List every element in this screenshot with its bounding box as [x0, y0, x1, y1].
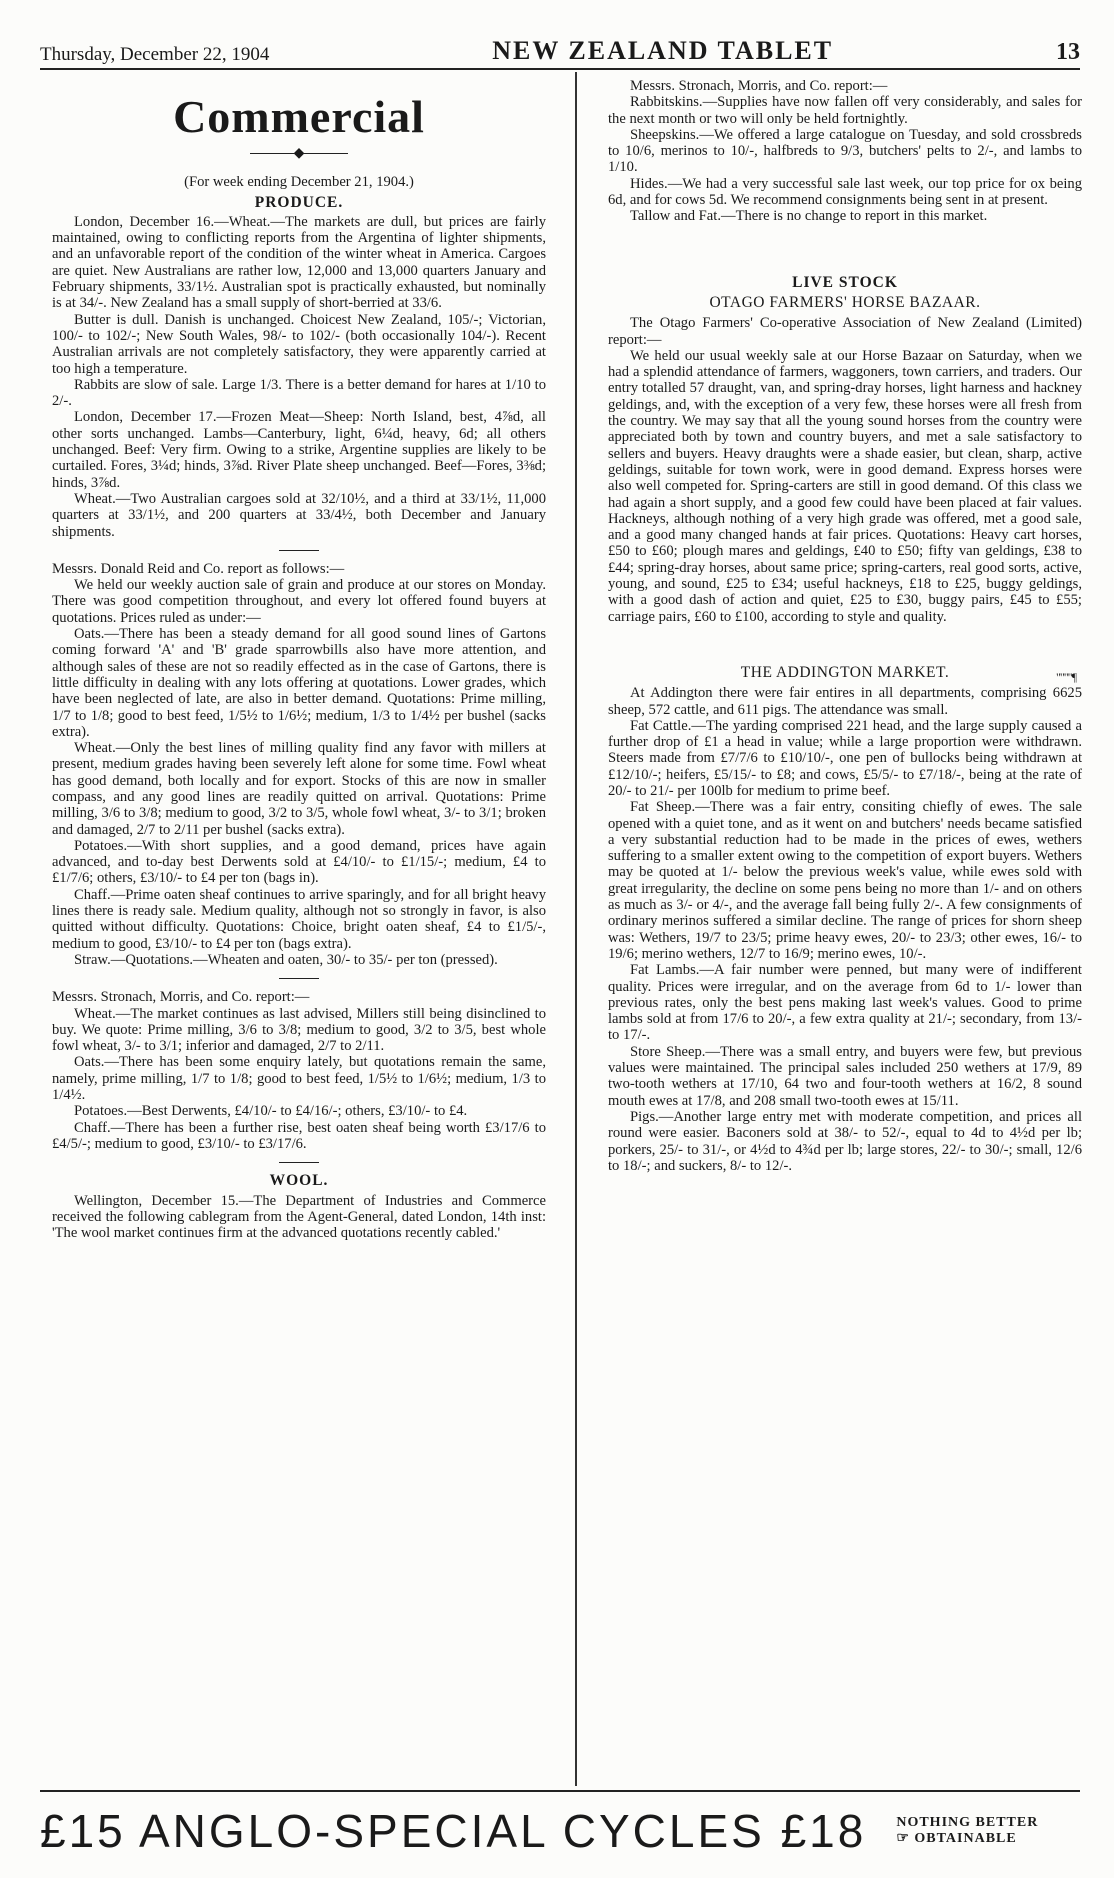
publication-title: NEW ZEALAND TABLET	[492, 36, 834, 65]
article-paragraph: We held our weekly auction sale of grain and produce at our stores on Monday. There was good competition throughout, and every lot offered found buyers at quotations. Prices ruled as under:—	[52, 577, 546, 626]
article-paragraph: Wellington, December 15.—The Department of Industries and Commerce received the following cablegram from the Agent-General, dated London, 14th inst: 'The wool market continues firm at the advanced quotations recently cabled.'	[52, 1192, 546, 1242]
article-paragraph: Straw.—Quotations.—Wheaten and oaten, 30/- to 35/- per ton (pressed).	[74, 951, 498, 968]
section-rule	[279, 1162, 319, 1163]
article-paragraph: Wheat.—Only the best lines of milling quality find any favor with millers at present, medium grades having been severely left alone for some time. Fowl wheat has good demand, both locally and for export. Stocks of this are now in smaller compass, and any good lines are readily quitted on arrival. Quotations: Prime milling, 3/6 to 3/8; medium to good, 3/2 to 3/5, whole fowl wheat, 3/- to 3/1; broken and damaged, 2/7 to 2/11 per bushel (sacks extra).	[52, 740, 546, 838]
article-paragraph: Potatoes.—Best Derwents, £4/10/- to £4/16/-; others, £3/10/- to £4.	[74, 1103, 468, 1120]
addington-market-heading	[608, 663, 1082, 684]
advert-tagline	[896, 1815, 1038, 1847]
right-column	[608, 78, 1082, 1174]
reid-report-heading: Messrs. Donald Reid and Co. report as follows:—	[52, 560, 345, 577]
addington-title: THE ADDINGTON MARKET.	[740, 663, 950, 681]
section-rule	[279, 550, 319, 551]
article-paragraph: London, December 17.—Frozen Meat—Sheep: North Island, best, 4⅞d, all other sorts unchanged. Lambs—Canterbury, light, 6¼d, heavy, 6d; all others unchanged. Beef: Very firm. Owing to a strike, Argentine supplies are likely to be curtailed. Fores, 3¼d; hinds, 3⅞d. River Plate sheep unchanged. Beef—Fores, 3⅜d; hinds, 3⅞d.	[52, 409, 546, 491]
article-paragraph: Chaff.—Prime oaten sheaf continues to arrive sparingly, and for all bright heavy lines there is ready sale. Medium quality, although not so strongly in favor, is also quitted without difficulty. Quotations: Choice, bright oaten sheaf, £4 to £1/5/-, medium to good, £3/10/- to £4 per ton (bags extra).	[52, 886, 546, 952]
article-paragraph: Fat Sheep.—There was a fair entry, consiting chiefly of ewes. The sale opened with a quiet tone, and as it went on and butchers' needs became satisfied a very substantial reduction had to be made in the prices of ewes, wethers suffering to a smaller extent owing to the competition of export buyers. Wethers may be quoted at 1/- below the previous week's value, while ewes sold with great irregularity, the decline on some pens being no more than 1/- and on others as much as 3/- or 4/-, and the average fall being fully 2/-. A few consignments of ordinary merinos suffered a similar decline. The range of prices for shorn sheep was: Wethers, 19/7 to 23/5; prime heavy ewes, 20/- to 23/3; other ewes, 16/- to 19/6; merino wethers, 12/7 to 16/9; merino ewes, 10/-.	[608, 799, 1082, 962]
spacer	[608, 225, 1082, 271]
left-column	[52, 78, 546, 1241]
advert-headline: £15 ANGLO-SPECIAL CYCLES £18	[40, 1805, 867, 1857]
article-paragraph: Chaff.—There has been a further rise, best oaten sheaf being worth £3/17/6 to £4/5/-; medium to good, £3/10/- to £3/17/6.	[52, 1119, 546, 1152]
article-paragraph: At Addington there were fair entires in all departments, comprising 6625 sheep, 572 cattle, and 611 pigs. The attendance was small.	[608, 685, 1082, 718]
wool-heading: WOOL.	[269, 1172, 329, 1190]
article-paragraph: Sheepskins.—We offered a large catalogue on Tuesday, and sold crossbreds to 10/6, merinos to 10/-, halfbreds to 9/3, butchers' pelts to 2/-, and lambs to 1/10.	[608, 126, 1082, 176]
ornament-rule	[52, 146, 546, 162]
article-paragraph: Wheat.—Two Australian cargoes sold at 32/10½, and a third at 33/1½, 11,000 quarters at 33/1½, and 200 quarters at 33/4½, both December and January shipments.	[52, 490, 546, 540]
article-paragraph: Fat Lambs.—A fair number were penned, but many were of indifferent quality. Prices were irregular, and on the average from 6d to 1/- lower than previous rates, only the best pens making last week's values. Good to prime lambs sold at from 17/6 to 20/-, a few extra quality at 21/-; secondary, from 13/- to 17/-.	[608, 962, 1082, 1044]
footer-rule	[40, 1790, 1080, 1792]
article-paragraph: Pigs.—Another large entry met with moderate competition, and prices all round were easier. Baconers sold at 38/- to 52/-, equal to 4d to 4½d per lb; porkers, 25/- to 31/-, or 4½d to 4¾d per lb; large stores, 22/- to 30/-; small, 12/6 to 18/-; and suckers, 8/- to 12/-.	[608, 1108, 1082, 1174]
article-paragraph: Oats.—There has been a steady demand for all good sound lines of Gartons coming forward 'A' and 'B' grade sparrowbills also have more attention, and although sales of these are not so readily effected as in the case of Gartons, there is little difficulty in dealing with any lots offering at quotations. Lower grades, which have been neglected of late, are also in better demand. Quotations: Prime milling, 1/7 to 1/8; good to best feed, 1/5½ to 1/6½; medium, 1/3 to 1/4½ per bushel (sacks extra).	[52, 626, 546, 740]
column-divider	[575, 72, 577, 1786]
advert-tagline-1: NOTHING BETTER	[896, 1815, 1039, 1830]
article-paragraph: Rabbitskins.—Supplies have now fallen off very considerably, and sales for the next month or two will only be held fortnightly.	[608, 94, 1082, 127]
article-paragraph: Potatoes.—With short supplies, and a good demand, prices have again advanced, and to-day best Derwents sold at £4/10/- to £1/15/-; medium, £4 to £1/7/6; others, £3/10/- to £4 per ton (bags in).	[52, 837, 546, 887]
live-stock-heading: LIVE STOCK	[792, 273, 898, 291]
article-paragraph: Butter is dull. Danish is unchanged. Choicest New Zealand, 105/-; Victorian, 100/- to 102/-; New South Wales, 98/- to 102/- (both occasionally 104/-). Recent Australian arrivals are not completely satisfactory, they were apparently carried at too high a temperature.	[52, 311, 546, 377]
page-number: 13	[1056, 39, 1080, 65]
cycles-advertisement	[40, 1796, 1080, 1866]
article-paragraph: We held our usual weekly sale at our Horse Bazaar on Saturday, when we had a splendid attendance of farmers, waggoners, town carriers, and traders. Our entry totalled 57 draught, van, and spring-dray horses, light harness and hackney geldings, and, with the exception of a very few, these horses were all fresh from the country. We may say that all the young sound horses from the country were appreciated both by town and country buyers, and met a sale satisfactory to sellers and buyers. Heavy draughts were a shade easier, but clean, sharp, active geldings, suitable for town work, were in good demand. Express horses were also well competed for. Spring-carters are still in good demand. Of this class we had again a short supply, and a good few could have been placed at fair values. Hackneys, although nothing of a very high grade was offered, met a good sale, and a good many changed hands at fair prices. Quotations: Heavy cart horses, £50 to £60; plough mares and geldings, £40 to £50; fifty van geldings, £38 to £44; spring-dray horses, about same price; spring-carters, real good sorts, active, young, and sound, £25 to £34; useful hackneys, £18 to £25, buggy geldings, with a good dash of action and quiet, £25 to £30, buggy pairs, £45 to £55; carriage pairs, £60 to £100, according to style and quality.	[608, 347, 1082, 625]
stronach-report-heading: Messrs. Stronach, Morris, and Co. report:—	[52, 989, 310, 1006]
article-paragraph: London, December 16.—Wheat.—The markets are dull, but prices are fairly maintained, owing to conflicting reports from the Argentina of lighter shipments, and an unfavorable report of the condition of the winter wheat in America. Cargoes are quiet. New Australians are rather low, 12,000 and 13,000 quarters January and February shipments, 33/1½. Australian spot is practically exhausted, but nominally is at 34/-. New Zealand has a small supply of short-berried at 33/6.	[52, 213, 546, 312]
produce-heading: PRODUCE.	[254, 193, 344, 211]
article-paragraph: The Otago Farmers' Co-operative Association of New Zealand (Limited) report:—	[608, 315, 1082, 348]
section-title-commercial: Commercial	[173, 91, 425, 142]
week-ending-line: (For week ending December 21, 1904.)	[184, 174, 414, 191]
article-paragraph: Rabbits are slow of sale. Large 1/3. There is a better demand for hares at 1/10 to 2/-.	[52, 376, 546, 410]
diamond-icon: ◆	[293, 146, 305, 161]
masthead-rule	[40, 68, 1080, 70]
spacer	[608, 625, 1082, 661]
stronach-skins-heading: Messrs. Stronach, Morris, and Co. report:—	[630, 78, 888, 94]
printer-mark: """"¶	[1055, 669, 1076, 684]
horse-bazaar-heading: OTAGO FARMERS' HORSE BAZAAR.	[709, 293, 981, 311]
article-paragraph: Store Sheep.—There was a small entry, and buyers were few, but previous values were maintained. The principal sales included 250 wethers at 17/9, 89 two-tooth wethers at 17/10, 64 two and four-tooth wethers at 16/2, 8 sound mouth ewes at 17/8, and 208 small two-tooth ewes at 15/11.	[608, 1043, 1082, 1109]
issue-date: Thursday, December 22, 1904	[40, 44, 270, 65]
advert-tagline-2: ☞ OBTAINABLE	[896, 1831, 1017, 1846]
article-paragraph: Tallow and Fat.—There is no change to report in this market.	[630, 208, 988, 225]
article-paragraph: Fat Cattle.—The yarding comprised 221 head, and the large supply caused a further drop of £1 a head in value; while a large proportion were withdrawn. Steers made from £7/7/6 to £10/10/-, one pen of bullocks being withdrawn at £12/10/-; heifers, £5/15/- to £8; and cows, £5/5/- to £7/18/-, being at the rate of 20/- to 21/- per 100lb for medium to prime beef.	[608, 717, 1082, 799]
section-rule	[279, 978, 319, 979]
masthead	[40, 30, 1080, 66]
article-paragraph: Hides.—We had a very successful sale last week, our top price for ox being 6d, and for cows 5d. We recommend consignments being sent in at present.	[608, 175, 1082, 209]
article-paragraph: Oats.—There has been some enquiry lately, but quotations remain the same, namely, prime milling, 1/7 to 1/8; good to best feed, 1/5½ to 1/6½; medium, 1/3 to 1/4½.	[52, 1054, 546, 1104]
article-paragraph: Wheat.—The market continues as last advised, Millers still being disinclined to buy. We quote: Prime milling, 3/6 to 3/8; medium to good, 3/2 to 3/5, best whole fowl wheat, 3/- to 3/1; inferior and damaged, 2/7 to 2/11.	[52, 1005, 546, 1055]
